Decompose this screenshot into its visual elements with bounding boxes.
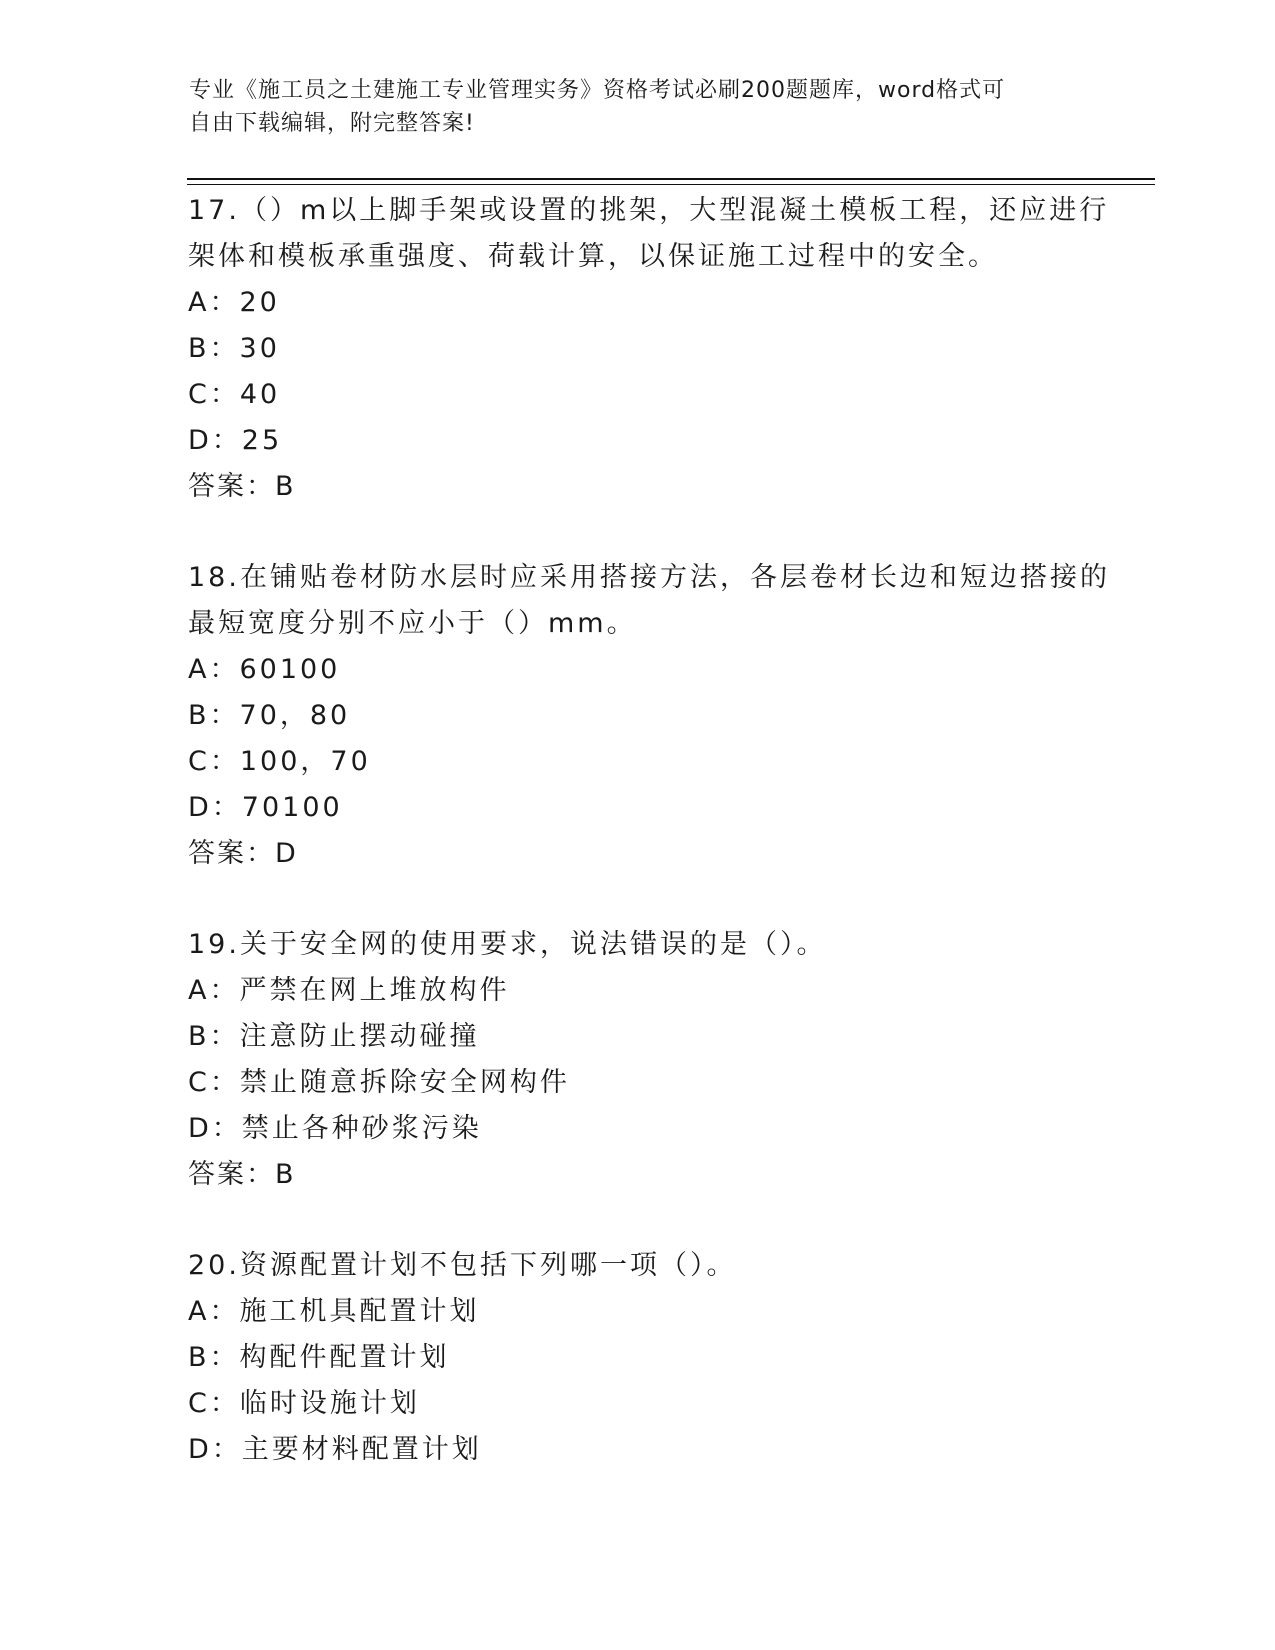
option-b: B：构配件配置计划 [188,1342,450,1373]
option-c: C：临时设施计划 [188,1388,420,1419]
question-stem: 最短宽度分别不应小于（）mm。 [188,608,637,639]
option-b: B：70，80 [188,700,351,731]
option-a: A：施工机具配置计划 [188,1296,480,1327]
option-b: B：注意防止摆动碰撞 [188,1021,480,1052]
option-d: D：25 [188,425,283,456]
question-stem: 17.（）m以上脚手架或设置的挑架，大型混凝土模板工程，还应进行 [188,195,1110,226]
option-a: A：严禁在网上堆放构件 [188,975,510,1006]
option-c: C：40 [188,379,281,410]
option-d: D：主要材料配置计划 [188,1434,482,1465]
question-19 [188,922,1188,1198]
option-c: C：100，70 [188,746,371,777]
question-stem: 架体和模板承重强度、荷载计算，以保证施工过程中的安全。 [188,241,998,272]
header-divider-thin [187,184,1155,185]
option-c: C：禁止随意拆除安全网构件 [188,1067,570,1098]
question-stem: 19.关于安全网的使用要求，说法错误的是（）。 [188,929,827,960]
question-stem: 20.资源配置计划不包括下列哪一项（）。 [188,1250,737,1281]
option-b: B：30 [188,333,280,364]
option-d: D：70100 [188,792,343,823]
option-a: A：60100 [188,654,341,685]
document-header [189,74,1089,140]
answer-line: 答案：B [188,471,296,502]
question-17 [188,188,1188,510]
header-divider-thick [187,178,1155,180]
answer-line: 答案：D [188,838,298,869]
question-20 [188,1243,1188,1473]
question-stem: 18.在铺贴卷材防水层时应采用搭接方法，各层卷材长边和短边搭接的 [188,562,1110,593]
answer-line: 答案：B [188,1159,296,1190]
header-line-1: 专业《施工员之土建施工专业管理实务》资格考试必刷200题题库，word格式可 [189,78,1006,103]
question-18 [188,555,1188,877]
option-d: D：禁止各种砂浆污染 [188,1113,482,1144]
option-a: A：20 [188,287,280,318]
header-line-2: 自由下载编辑，附完整答案! [189,111,475,136]
